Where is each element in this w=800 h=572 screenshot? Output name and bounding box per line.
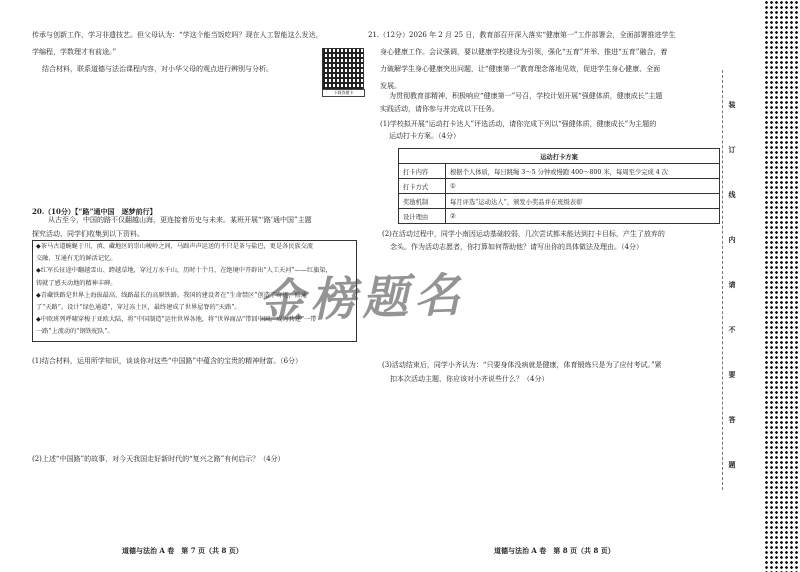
scan-edge-fade [758, 0, 766, 572]
material-line: 一路”上流动的“钢铁驼队”。 [36, 328, 114, 336]
table-row [399, 209, 720, 224]
binding-label: 答 [728, 415, 736, 424]
q20-sub2: (2)上述“中国路”的故事，对今天我国走好新时代的“复兴之路”有何启示？（4分） [32, 455, 285, 463]
binding-label: 订 [728, 145, 736, 154]
binding-label: 线 [728, 190, 736, 199]
row-key: 打卡内容 [399, 164, 446, 179]
q21-sub3-line-2: 扣本次活动主题，你应该对小齐说些什么？（4分） [390, 375, 549, 383]
binding-label: 不 [728, 325, 736, 334]
q21-line-1: 21.（12分）2026 年 2 月 25 日，教育部召开深入落实“健康第一”工作部署会，全面部署推进学生 [368, 31, 676, 39]
binding-label: 要 [728, 370, 736, 379]
q21-sub2-line-1: (2)在活动过程中，同学小南因运动基础较弱，几次尝试都未能达到打卡目标，产生了放弃的 [382, 230, 665, 238]
row-key: 设计理由 [399, 209, 446, 224]
q21-line-2: 身心健康工作。会议强调，要以健康学校建设为引领，强化“五育”并举、推进“五育”融合，着 [380, 48, 668, 56]
q21-sub3-line-1: (3)活动结束后，同学小齐认为：“只要身体没病就是健康，体育锻炼只是为了应付考试。”紧 [382, 361, 662, 369]
q21-line-6: 实践活动，请你参与并完成以下任务。 [380, 105, 499, 113]
right-footer: 道德与法治 A 卷 第 8 页（共 8 页） [494, 546, 615, 555]
table-row [399, 179, 720, 194]
q21-sub2-line-2: 念头。作为活动志愿者，你打算如何帮助他？请写出你的具体做法及理由。（4分） [390, 243, 643, 251]
row-key: 奖励机制 [399, 194, 446, 209]
q21-line-4: 发展。 [380, 82, 401, 90]
material-line: 了“天路”。设计“绿色通道”，穿过冻土区，最终建成了世界屋脊的“天路”。 [36, 304, 241, 312]
q20-sub1: (1)结合材料，运用所学知识，谈谈你对这些“中国路”中蕴含的宝贵的精神财富。（6分） [32, 357, 303, 365]
material-line: 铸就了感天动地的精神丰碑。 [36, 279, 117, 287]
watermark: 金榜题名 [257, 267, 467, 329]
qr-code [322, 48, 364, 90]
row-key: 打卡方式 [399, 179, 446, 194]
row-value: ① [446, 179, 720, 194]
binding-line [722, 70, 723, 490]
q20-intro-2: 探究活动，同学们收集到以下资料。 [32, 230, 144, 238]
material-line: ◆茶马古道蜿蜒于川、滇、藏地区的崇山峻岭之间，马蹄声声运送的不只是茶与盐巴，更是各民族交流 [36, 243, 314, 250]
q21-sub1-line-2: 运动打卡方案。（4分） [389, 132, 460, 140]
intro-line-2: 学编程，学数理才有前途。” [32, 48, 117, 56]
material-line: ◆青藏铁路是世界上海拔最高、线路最长的高原铁路。我国的建设者在“生命禁区”创造了奇迹，修通 [36, 291, 307, 299]
intro-line-3: 结合材料，联系道德与法治课程内容，对小华父母的观点进行辨别与分析。 [42, 65, 273, 73]
scan-edge-dots [764, 0, 800, 572]
row-value: 根据个人体质，每日跳绳 3～5 分钟或慢跑 400～800 米，每周至少完成 4 次 [446, 164, 720, 179]
intro-line-1: 传承与创新工作，学习非遗技艺。但父母认为：“学这个能当饭吃吗？现在人工智能这么发达， [32, 31, 323, 39]
table-title: 运动打卡方案 [399, 149, 720, 164]
exercise-plan-table [398, 148, 720, 224]
qr-caption: 下载答题卡 [322, 89, 365, 97]
material-line: ◆红军长征途中翻越雪山、跨越草地，穿过万水千山，历时十个月，在绝境中开辟出“人工天河”——红旗渠， [36, 267, 332, 275]
binding-label: 内 [728, 235, 736, 244]
binding-label: 装 [728, 100, 736, 109]
q21-line-3: 力破解学生身心健康突出问题，让“健康第一”教育理念落地见效，促进学生身心健康、全面 [380, 65, 661, 73]
material-line: 交融、互通有无的鲜活记忆。 [36, 255, 117, 263]
q21-line-5: 为贯彻教育部精神，积极响应“健康第一”号召，学校计划开展“强健体质，健康成长”主题 [389, 92, 663, 100]
binding-label: 题 [728, 460, 736, 469]
q20-intro-1: 从古至今，中国的路不仅翻越山海，更连接着历史与未来。某班开展“‘路’通中国”主题 [48, 216, 312, 224]
row-value: 每月评选“运动达人”，颁发小奖品并在班级表彰 [446, 194, 720, 209]
left-footer: 道德与法治 A 卷 第 7 页（共 8 页） [122, 546, 243, 555]
binding-label: 请 [728, 280, 736, 289]
table-row [399, 164, 720, 179]
q20-title: 20.（10分）【“路”通中国 逐梦前行】 [32, 207, 157, 216]
q21-sub1-line-1: (1)学校拟开展“运动打卡达人”评选活动，请你完成下列以“强健体质，健康成长”为主题的 [380, 120, 657, 128]
row-value: ② [446, 209, 720, 224]
table-row [399, 194, 720, 209]
material-line: ◆中欧班列呼啸穿梭于亚欧大陆，将“中国制造”运往世界各地，将“世界商品”带回中国，成为共建“一带 [36, 316, 317, 324]
